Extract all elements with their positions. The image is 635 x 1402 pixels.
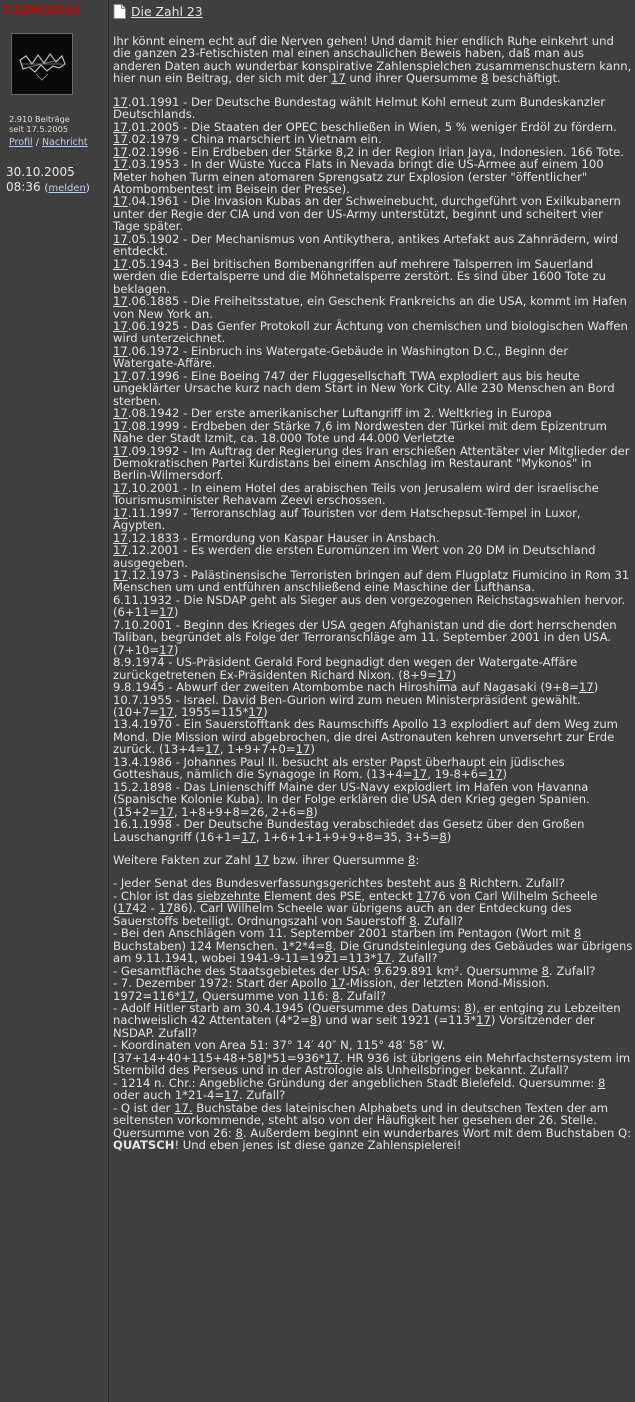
number-link[interactable]: 8 [541, 963, 550, 978]
text-run: - Jeder Senat des Bundesverfassungsgerichtes besteht aus [113, 876, 459, 891]
event-item [113, 594, 633, 619]
number-link[interactable]: 8 [305, 804, 314, 819]
text-run: ) [593, 680, 599, 695]
text-run: , 19-8+6= [427, 767, 488, 782]
text-run: .06.1925 - Das Genfer Protokoll zur Ächtung von chemischen und biologischen Waffen wird unterzeichnet. [113, 318, 628, 346]
number-link[interactable]: 8 [235, 1125, 243, 1140]
text-run: - Bei den Anschlägen vom 11. September 2001 starben im Pentagon (Wort mit [113, 926, 574, 941]
event-item [113, 370, 633, 407]
number-link[interactable]: 17 [113, 568, 128, 583]
event-item [113, 445, 633, 482]
number-link[interactable]: 17 [158, 901, 174, 916]
text-run: - 7. Dezember 1972: Start der Apollo [113, 976, 331, 991]
post-count: 2.910 Beiträge [9, 114, 70, 124]
user-stats [9, 114, 70, 134]
text-run: ) [313, 804, 318, 819]
text-run: - Q ist der [113, 1100, 175, 1115]
number-link[interactable]: 17 [113, 543, 128, 558]
event-item [113, 96, 633, 121]
fact-item [113, 927, 633, 964]
fact-item [113, 890, 633, 927]
text-run: Ihr könnt einem echt auf die Nerven gehen! Und damit hier endlich Ruhe einkehrt und die ganzen 23-Fetischisten mal einen anschaulichen Beweis haben, daß man aus anderen Daten auch wunderbar konspirative Zahlenspielchen zusammenschustern kann, hier nun ein Beitrag, der sich mit der [113, 34, 632, 86]
text-run: Richtern. Zufall? [466, 876, 565, 891]
text-run: 9.8.1945 - Abwurf der zweiten Atombombe nach Hiroshima auf Nagasaki (9+8= [113, 680, 580, 695]
text-run: . Zufall? [238, 1088, 286, 1103]
text-run: 86). Carl Wilhelm Scheele war übrigens auch an der Entdeckung des Sauerstoffs beteiligt. Ordnungszahl von Sauerstoff [113, 901, 572, 928]
event-item [113, 158, 633, 195]
text-run: - 1214 n. Chr.: Angebliche Gründung der angeblichen Stadt Bielefeld. Quersumme: [113, 1075, 598, 1090]
fact-item [113, 977, 633, 1002]
number-link[interactable]: 17 [113, 505, 128, 520]
event-item [113, 320, 633, 345]
text-run: , Quersumme von 116: [194, 988, 333, 1003]
event-item [113, 295, 633, 320]
number-link[interactable]: 17 [330, 976, 346, 991]
number-link[interactable]: 17 [113, 144, 128, 159]
text-run: . Zufall? [339, 988, 387, 1003]
event-item [113, 544, 633, 569]
text-run: ) [310, 742, 315, 757]
number-link[interactable]: 17 [224, 1088, 239, 1103]
event-item [113, 420, 633, 445]
event-item [113, 756, 633, 781]
intro-paragraph [113, 35, 633, 85]
text-run: Buchstabe des lateinischen Alphabets und in deutschen Texten der am seltensten vorkommende, steht also von der Häufigkeit her gesehen der 26. Stelle. Quersumme von 26: [113, 1100, 609, 1140]
fact-item [113, 1077, 633, 1102]
text-run: oder auch 1*21-4= [113, 1088, 225, 1103]
text-run: .01.2005 - Die Staaten der OPEC beschließen in Wien, 5 % weniger Erdöl zu fördern. [127, 119, 617, 134]
number-link[interactable]: 17 [113, 256, 128, 271]
number-link[interactable]: 8 [439, 829, 447, 844]
text-run: . HR 936 ist übrigens ein Mehrfachsternsystem im Sternbild des Perseus und in der Astrologie als Unheilsbringer bekannt. Zufall? [113, 1050, 631, 1078]
post-time-row [6, 180, 90, 196]
number-link[interactable]: siebzehnte [196, 888, 261, 903]
event-item [113, 656, 633, 681]
number-link[interactable]: 8 [408, 853, 416, 867]
event-item [113, 345, 633, 370]
author-sidebar [0, 0, 109, 1402]
number-link[interactable]: 17 [113, 119, 128, 134]
bold-text: QUATSCH [113, 1137, 175, 1152]
text-run: , 1+9+7+0= [219, 742, 296, 757]
text-run: beschäftigt. [488, 71, 561, 86]
text-run: - Adolf Hitler starb am 30.4.1945 (Quersumme des Datums: [113, 1000, 465, 1015]
post-body [113, 4, 633, 1151]
text-run: 42 - [132, 901, 159, 916]
text-run: .04.1961 - Die Invasion Kubas an der Schweinebucht, durchgeführt von Exilkubanern unter der Regie der CIA und von der US-Army unterstützt, beginnt und scheitert vier Tage später. [113, 194, 621, 234]
number-link[interactable]: 17 [113, 157, 128, 172]
number-link[interactable]: 8 [325, 938, 333, 953]
post-date: 30.10.2005 [6, 165, 75, 179]
text-run: .12.1833 - Ermordung von Kaspar Hauser in Ansbach. [127, 530, 440, 545]
number-link[interactable]: 17 [205, 742, 220, 757]
fact-item [113, 1102, 633, 1152]
number-link[interactable]: 17 [113, 194, 128, 209]
number-link[interactable]: 17 [113, 94, 128, 109]
text-run: .08.1999 - Erdbeben der Stärke 7,6 im Nordwesten der Türkei mit dem Epizentrum Nahe der Stadt Izmit, ca. 18.000 Tote und 44.000 Verletzte [113, 418, 607, 446]
text-run: 13.4.1986 - Johannes Paul II. besucht als erster Papst überhaupt ein jüdisches Gotteshaus, nämlich die Synagoge in Rom. (13+4= [113, 754, 565, 782]
number-link[interactable]: 17 [331, 71, 346, 86]
avatar [11, 33, 73, 95]
text-run: 7.10.2001 - Beginn des Krieges der USA gegen Afghanistan und die dort herrschenden Taliban, begründet als Folge der Terroranschläge am 11. September 2001 in den USA. (7+10= [113, 617, 617, 657]
number-link[interactable]: 17 [579, 680, 594, 695]
text-run: . Zufall? [549, 963, 596, 978]
event-item [113, 818, 633, 843]
number-link[interactable]: 17 [113, 418, 128, 433]
number-link[interactable]: 17 [113, 231, 128, 246]
text-run: 8.9.1974 - US-Präsident Gerald Ford begnadigt den wegen der Watergate-Affäre zurückgetretenen Ex-Präsidenten Richard Nixon. (8+9= [113, 655, 578, 682]
text-run: .12.2001 - Es werden die ersten Euromünzen im Wert von 20 DM in Deutschland ausgegeben. [113, 543, 596, 570]
event-item [113, 507, 633, 532]
text-run: ) [173, 642, 179, 657]
number-link[interactable]: 17 [412, 767, 428, 782]
event-item [113, 258, 633, 295]
fact-item [113, 1002, 633, 1039]
text-run: ) Vorsitzender der NSDAP. Zufall? [113, 1013, 595, 1040]
text-run: .09.1992 - Im Auftrag der Regierung des Iran erschießen Attentäter vier Mitglieder der Demokratischen Partei Kurdistans bei einem Anschlag im Restaurant "Mykonos" in Berlin-Wilmersdorf. [113, 443, 630, 483]
text-run: .02.1979 - China marschiert in Vietnam ein. [127, 132, 382, 147]
message-link[interactable]: Nachricht [41, 137, 88, 148]
number-link[interactable]: 17 [117, 901, 133, 916]
text-run: 13.4.1970 - Ein Sauerstofftank des Raumschiffs Apollo 13 explodiert auf dem Weg zum Mond. Die Mission wird abgebrochen, die drei Astronauten kehren unversehrt zur Erde zurück. (13+4= [113, 717, 618, 757]
text-run: Element des PSE, enteckt [260, 888, 417, 903]
event-item [113, 482, 633, 507]
text-run: - Chlor ist das [113, 888, 197, 903]
number-link[interactable]: 17 [113, 132, 128, 147]
text-run: . Zufall? [416, 913, 464, 928]
number-link[interactable]: 17 [159, 705, 174, 720]
report-wrapper: (melden) [44, 183, 90, 194]
post-time: 08:36 [6, 180, 41, 194]
text-run: ) [173, 605, 179, 620]
number-link[interactable]: 17 [248, 705, 264, 720]
text-run: 76 von Carl Wilhelm Scheele ( [113, 888, 598, 916]
event-item [113, 233, 633, 258]
document-icon [113, 4, 126, 19]
link-separator: / [35, 137, 39, 148]
number-link[interactable]: 8 [409, 913, 417, 928]
number-link[interactable]: 8 [573, 926, 582, 941]
number-link[interactable]: 8 [332, 988, 340, 1003]
number-link[interactable]: 17 [295, 742, 311, 757]
text-run: - Koordinaten von Area 51: 37° 14′ 40″ N, 115° 48′ 58″ W. [37+14+40+115+48+58]*51=936* [113, 1038, 446, 1065]
number-link[interactable]: 8 [481, 71, 489, 86]
text-run: .06.1972 - Einbruch ins Watergate-Gebäude in Washington D.C., Beginn der Watergate-Affäre. [113, 343, 569, 371]
text-run: . Die Grundsteinlegung des Gebäudes war übrigens am 9.11.1941, wobei 1941-9-11=1921=113* [113, 938, 633, 966]
number-link[interactable]: 17 [159, 804, 174, 819]
text-run: .06.1885 - Die Freiheitsstatue, ein Geschenk Frankreichs an die USA, kommt im Hafen von New York an. [113, 294, 627, 321]
number-link[interactable]: 17 [113, 368, 128, 383]
number-link[interactable]: 17 [254, 853, 270, 867]
event-item [113, 694, 633, 719]
number-link[interactable]: 8 [597, 1075, 606, 1090]
text-run: .02.1996 - Ein Erdbeben der Stärke 8,2 in der Region Irian Jaya, Indonesien. 166 Tote. [127, 144, 624, 159]
number-link[interactable]: 17 [487, 767, 503, 782]
report-link[interactable]: melden [48, 183, 86, 194]
avatar-logo-image [12, 34, 72, 94]
number-link[interactable]: 17 [113, 318, 128, 333]
text-run: 15.2.1898 - Das Linienschiff Maine der US-Navy explodiert im Hafen von Havanna (Spanische Kolonie Kuba). In der Folge erklären die USA den Krieg gegen Spanien. (15+2= [113, 779, 590, 819]
text-run: 16.1.1998 - Der Deutsche Bundestag verabschiedet das Gesetz über den Großen Lauschangriff (16+1= [113, 817, 585, 844]
text-run: .07.1996 - Eine Boeing 747 der Fluggesellschaft TWA explodiert aus bis heute ungeklärter Ursache kurz nach dem Start in New York City. Alle 230 Menschen an Bord sterben. [113, 368, 615, 408]
number-link[interactable]: 17 [113, 530, 128, 545]
post-title-row [113, 4, 633, 24]
text-run: ) [263, 705, 268, 720]
number-link[interactable]: 17 [159, 642, 174, 657]
event-item [113, 195, 633, 232]
text-run: Weitere Fakten zur Zahl [113, 853, 255, 867]
post-title[interactable]: Die Zahl 23 [131, 4, 203, 19]
number-link[interactable]: 17 [416, 888, 432, 903]
number-link[interactable]: 8 [464, 1000, 472, 1015]
text-run: : [415, 853, 420, 867]
text-run: - Gesamtfläche des Staatsgebietes der USA: 9.629.891 km². Quersumme [113, 963, 542, 978]
text-run: ) und war seit 1921 (=113* [317, 1013, 477, 1028]
text-run: .12.1973 - Palästinensische Terroristen bringen auf dem Flugplatz Fiumicino in Rom 31 Menschen um und entführen anschließend eine Maschine der Lufthansa. [113, 568, 630, 595]
text-run: ! Und eben jenes ist diese ganze Zahlenspielerei! [174, 1137, 462, 1152]
text-run: -Mission, der letzten Mond-Mission. 1972=116* [113, 976, 550, 1003]
profile-link[interactable]: Profil [9, 137, 33, 148]
text-run: ) [446, 829, 452, 844]
text-run: 6.11.1932 - Die NSDAP geht als Sieger aus den vorgezogenen Reichstagswahlen hervor. (6+11= [113, 592, 626, 620]
number-link[interactable]: 17 [113, 406, 128, 421]
text-run: .05.1902 - Der Mechanismus von Antikythera, antikes Artefakt aus Zahnrädern, wird entdeckt. [113, 231, 618, 259]
text-run: , 1+6+1+1+9+9+8=35, 3+5= [256, 829, 440, 844]
text-run: .01.1991 - Der Deutsche Bundestag wählt Helmut Kohl erneut zum Bundeskanzler Deutschlands. [113, 94, 606, 122]
text-run: , 1+8+9+8=26, 2+6= [173, 804, 306, 819]
number-link[interactable]: 8 [309, 1013, 318, 1028]
text-run: . Außerdem beginnt ein wunderbares Wort mit dem Buchstaben Q: [242, 1125, 632, 1140]
number-link[interactable]: 17 [113, 443, 128, 458]
text-run: und ihrer Quersumme [345, 71, 482, 86]
text-run: ) [502, 767, 508, 782]
number-link[interactable]: 17 [113, 480, 128, 495]
text-run: bzw. ihrer Quersumme [269, 853, 408, 867]
number-link[interactable]: 17 [241, 829, 256, 844]
text-run: Buchstaben) 124 Menschen. 1*2*4= [113, 938, 326, 953]
event-item [113, 718, 633, 755]
username[interactable]: C12H22O11 [3, 2, 81, 16]
text-run: .10.2001 - In einem Hotel des arabischen Teils von Jerusalem wird der israelische Tourismusminister Rehavam Zeevi erschossen. [113, 480, 599, 508]
text-run: 10.7.1955 - Israel. David Ben-Gurion wird zum neuen Ministerpräsident gewählt. (10+7= [113, 692, 581, 720]
number-link[interactable]: 17 [113, 343, 128, 358]
member-since: seit 17.5.2005 [9, 124, 69, 134]
event-item [113, 781, 633, 818]
text-run: ), er entging zu Lebzeiten nachweislich 42 Attentaten (4*2= [113, 1000, 621, 1028]
number-link[interactable]: 17 [324, 1050, 340, 1065]
event-list [113, 96, 633, 843]
number-link[interactable]: 17 [476, 1013, 491, 1028]
text-run: .11.1997 - Terroranschlag auf Touristen vor dem Hatschepsut-Tempel in Luxor, Ägypten. [113, 505, 581, 533]
event-item [113, 619, 633, 656]
number-link[interactable]: 17 [436, 667, 452, 682]
number-link[interactable]: 8 [458, 876, 467, 891]
facts-heading [113, 854, 633, 866]
number-link[interactable]: 17 [376, 951, 392, 966]
text-run: .05.1943 - Bei britischen Bombenangriffen auf mehrere Talsperren im Sauerland werden die Edertalsperre und die Möhnetalsperre zerstört. Es sind über 1600 Tote zu beklagen. [113, 256, 606, 296]
number-link[interactable]: 17 [159, 605, 174, 620]
number-link[interactable]: 17. [174, 1100, 193, 1115]
fact-item [113, 1039, 633, 1076]
text-run: .03.1953 - In der Wüste Yucca Flats in Nevada bringt die US-Armee auf einem 100 Meter hohen Turm einen atomaren Sprengsatz zur Explosion (erster "öffentlicher" Atombombentest im Beisein der Presse). [113, 157, 604, 196]
facts-list [113, 877, 633, 1151]
event-item [113, 569, 633, 594]
text-run: .08.1942 - Der erste amerikanischer Luftangriff im 2. Weltkrieg in Europa [127, 406, 552, 421]
text-run: . Zufall? [391, 951, 438, 966]
number-link[interactable]: 17 [180, 988, 195, 1003]
text-run: , 1955=115* [173, 705, 249, 720]
user-links [9, 137, 88, 148]
number-link[interactable]: 17 [113, 294, 128, 309]
text-run: ) [451, 667, 457, 682]
